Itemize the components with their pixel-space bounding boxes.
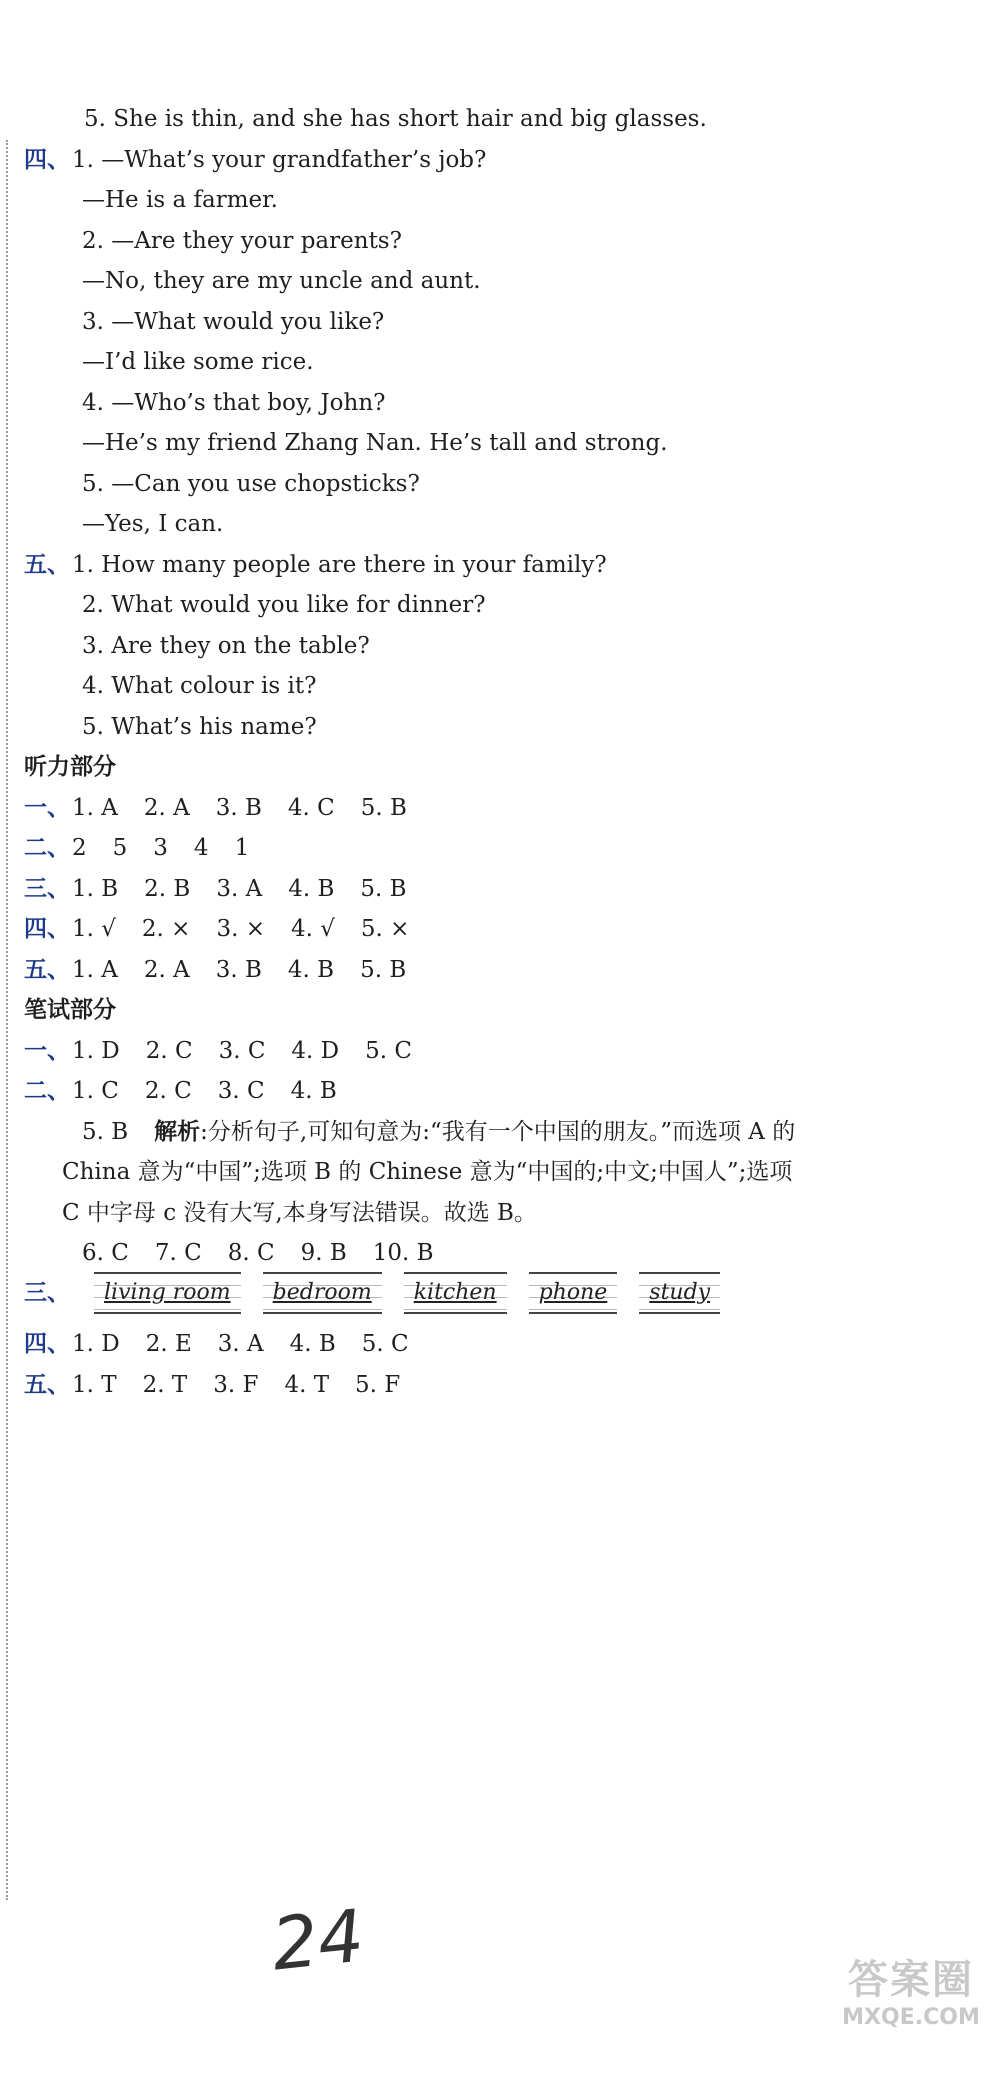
watermark-logo: 答案圈 MXQE.COM <box>842 1957 980 2030</box>
written-row-5: 五、1. T 2. T 3. F 4. T 5. F <box>24 1371 401 1398</box>
text-line: 2. —Are they your parents? <box>82 228 402 254</box>
binding-dotted-line <box>6 140 8 1900</box>
explanation-label: 解析 <box>154 1119 201 1145</box>
handwriting-box: kitchen <box>404 1272 507 1314</box>
written-row-1: 一、1. D 2. C 3. C 4. D 5. C <box>24 1037 412 1064</box>
text-line: —He’s my friend Zhang Nan. He’s tall and strong. <box>82 430 668 456</box>
text-line: 3. —What would you like? <box>82 309 385 335</box>
listening-row-3: 三、1. B 2. B 3. A 4. B 5. B <box>24 875 407 902</box>
written-row-3 <box>24 1272 720 1314</box>
listening-row-4: 四、1. √ 2. × 3. × 4. √ 5. × <box>24 915 410 942</box>
section-line-4: 四、1. —What’s your grandfather’s job? <box>24 146 487 173</box>
text-line: 5. She is thin, and she has short hair and big glasses. <box>84 106 707 132</box>
section-marker: 四、 <box>24 146 70 173</box>
text-line: 3. Are they on the table? <box>82 633 370 659</box>
text-line: 4. What colour is it? <box>82 673 317 699</box>
listening-row-2: 二、2 5 3 4 1 <box>24 834 250 861</box>
explanation-line-2: China 意为“中国”;选项 B 的 Chinese 意为“中国的;中文;中国人”;选项 <box>62 1159 793 1185</box>
section-line-5: 五、1. How many people are there in your family? <box>24 551 607 578</box>
handwriting-box: bedroom <box>263 1272 382 1314</box>
text-line: —Yes, I can. <box>82 511 224 537</box>
text-line: 4. —Who’s that boy, John? <box>82 390 386 416</box>
text-line: —I’d like some rice. <box>82 349 314 375</box>
handwriting-box: phone <box>529 1272 618 1314</box>
text-line: 5. —Can you use chopsticks? <box>82 471 420 497</box>
handwriting-box: living room <box>94 1272 241 1314</box>
text-line: 5. What’s his name? <box>82 714 317 740</box>
explanation-line-3: C 中字母 c 没有大写,本身写法错误。故选 B。 <box>62 1200 537 1226</box>
written-row-2b: 6. C 7. C 8. C 9. B 10. B <box>82 1240 434 1266</box>
text-line: 2. What would you like for dinner? <box>82 592 486 618</box>
written-row-2: 二、1. C 2. C 3. C 4. B <box>24 1077 337 1104</box>
text-line: —He is a farmer. <box>82 187 278 213</box>
handwritten-page-number: 24 <box>267 1893 368 1987</box>
explanation-line-1: 5. B 解析:分析句子,可知句意为:“我有一个中国的朋友。”而选项 A 的 <box>82 1119 796 1145</box>
listening-row-1: 一、1. A 2. A 3. B 4. C 5. B <box>24 794 407 821</box>
section-marker: 三、 <box>24 1279 70 1306</box>
listening-row-5: 五、1. A 2. A 3. B 4. B 5. B <box>24 956 407 983</box>
written-header: 笔试部分 <box>24 997 116 1023</box>
written-row-4: 四、1. D 2. E 3. A 4. B 5. C <box>24 1330 409 1357</box>
text-line: —No, they are my uncle and aunt. <box>82 268 481 294</box>
handwriting-box: study <box>639 1272 720 1314</box>
listening-header: 听力部分 <box>24 754 116 780</box>
section-marker: 五、 <box>24 551 70 578</box>
